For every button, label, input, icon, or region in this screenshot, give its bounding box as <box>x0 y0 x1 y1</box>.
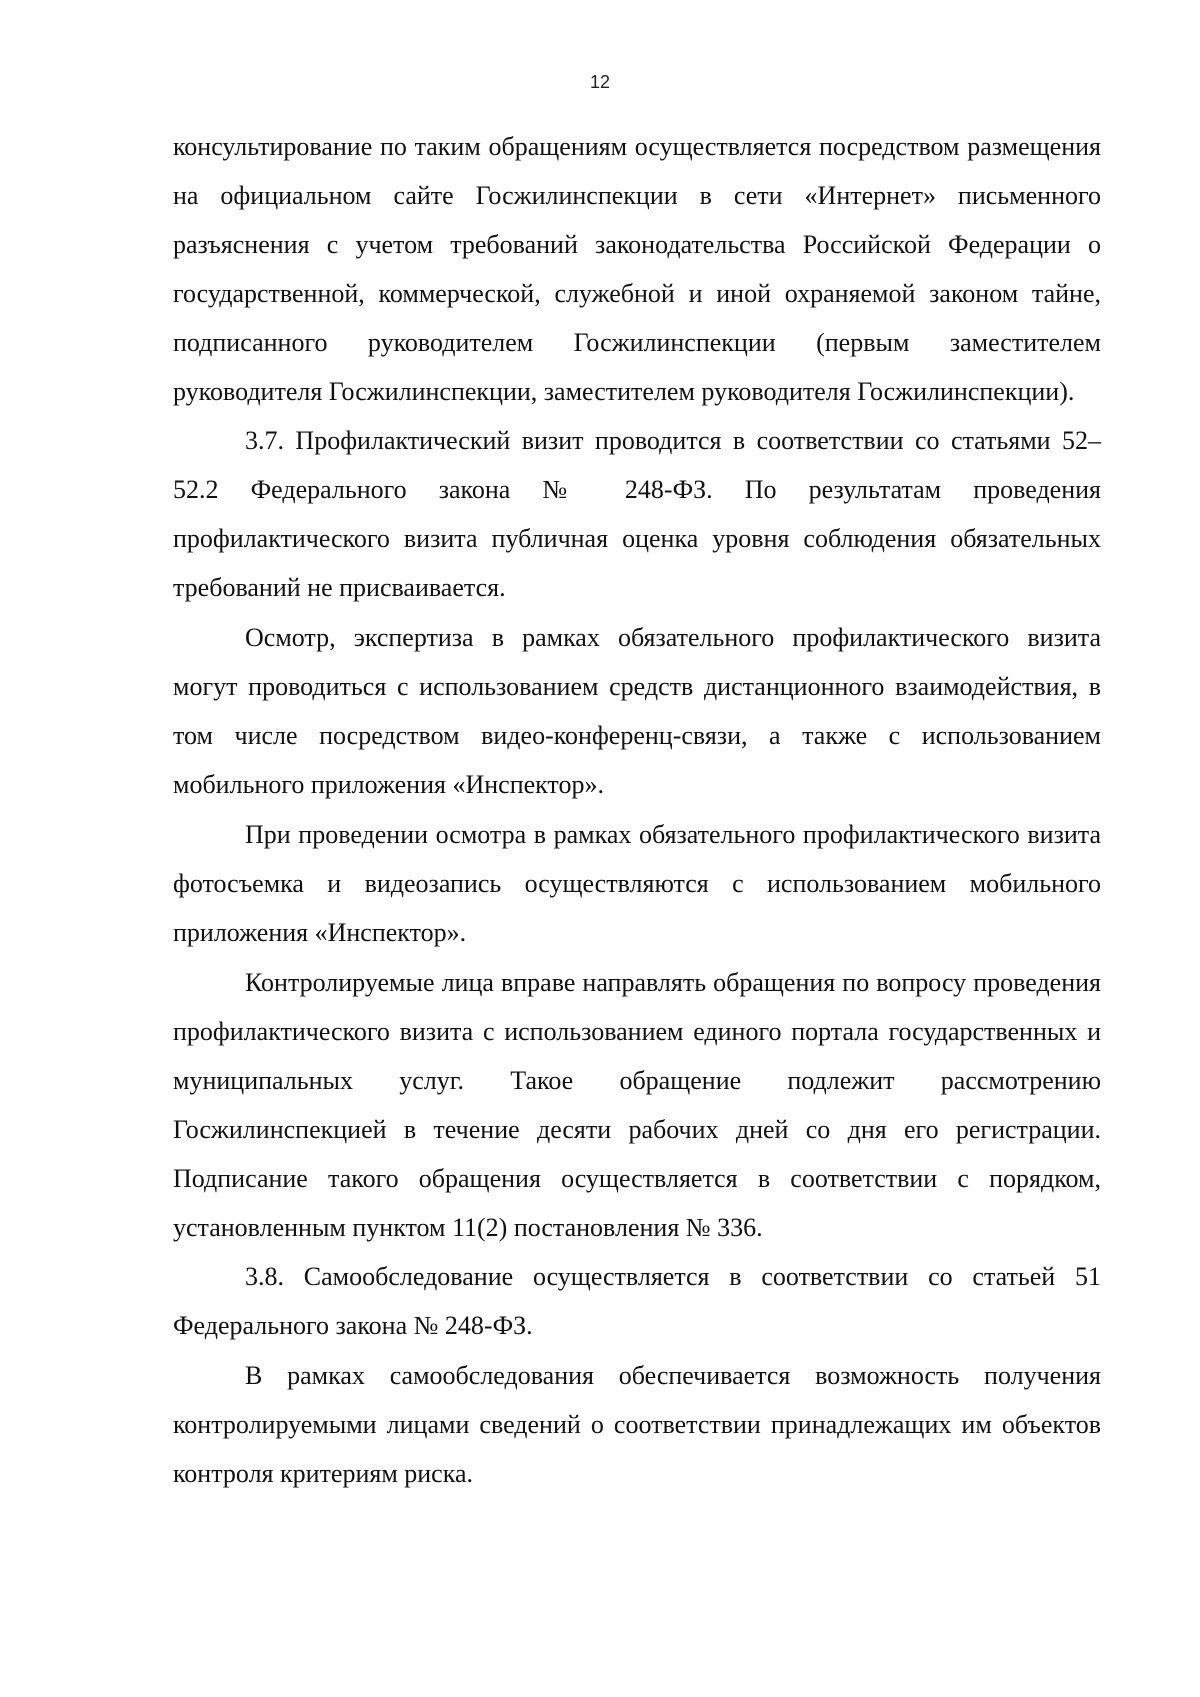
paragraph-3-8-self-examination: 3.8. Самообследование осуществляется в соответствии со статьей 51 Федерального закона № 248-ФЗ. <box>173 1262 1101 1340</box>
paragraph-photo-video-recording: При проведении осмотра в рамках обязательного профилактического визита фотосъемка и видеозапись осуществляются с использованием мобильного приложения «Инспектор». <box>173 820 1101 947</box>
paragraph-self-examination-risk-criteria: В рамках самообследования обеспечивается возможность получения контролируемыми лицами сведений о соответствии принадлежащих им объектов контроля критериям риска. <box>173 1361 1101 1488</box>
page-number: 12 <box>589 72 611 92</box>
paragraph-3-7-preventive-visit: 3.7. Профилактический визит проводится в соответствии со статьями 52–52.2 Федерального закона № 248-ФЗ. По результатам проведения профилактического визита публичная оценка уровня соблюдения обязательных требований не присваивается. <box>173 426 1101 602</box>
paragraph-requests-via-portal: Контролируемые лица вправе направлять обращения по вопросу проведения профилактического визита с использованием единого портала государственных и муниципальных услуг. Такое обращение подлежит рассмотрению Госжилинспекцией в течение десяти рабочих дней со дня его регистрации. Подписание такого обращения осуществляется в соответствии с порядком, установленным пунктом 11(2) постановления № 336. <box>173 968 1101 1242</box>
paragraph-remote-inspection: Осмотр, экспертиза в рамках обязательного профилактического визита могут проводиться с использованием средств дистанционного взаимодействия, в том числе посредством видео-конференц-связи, а также с использованием мобильного приложения «Инспектор». <box>173 623 1101 799</box>
paragraph-consultation-continuation: консультирование по таким обращениям осуществляется посредством размещения на официальном сайте Госжилинспекции в сети «Интернет» письменного разъяснения с учетом требований законодательства Российской Федерации о государственной, коммерческой, служебной и иной охраняемой законом тайне, подписанного руководителем Госжилинспекции (первым заместителем руководителя Госжилинспекции, заместителем руководителя Госжилинспекции). <box>173 132 1101 406</box>
document-body <box>173 122 1101 1498</box>
